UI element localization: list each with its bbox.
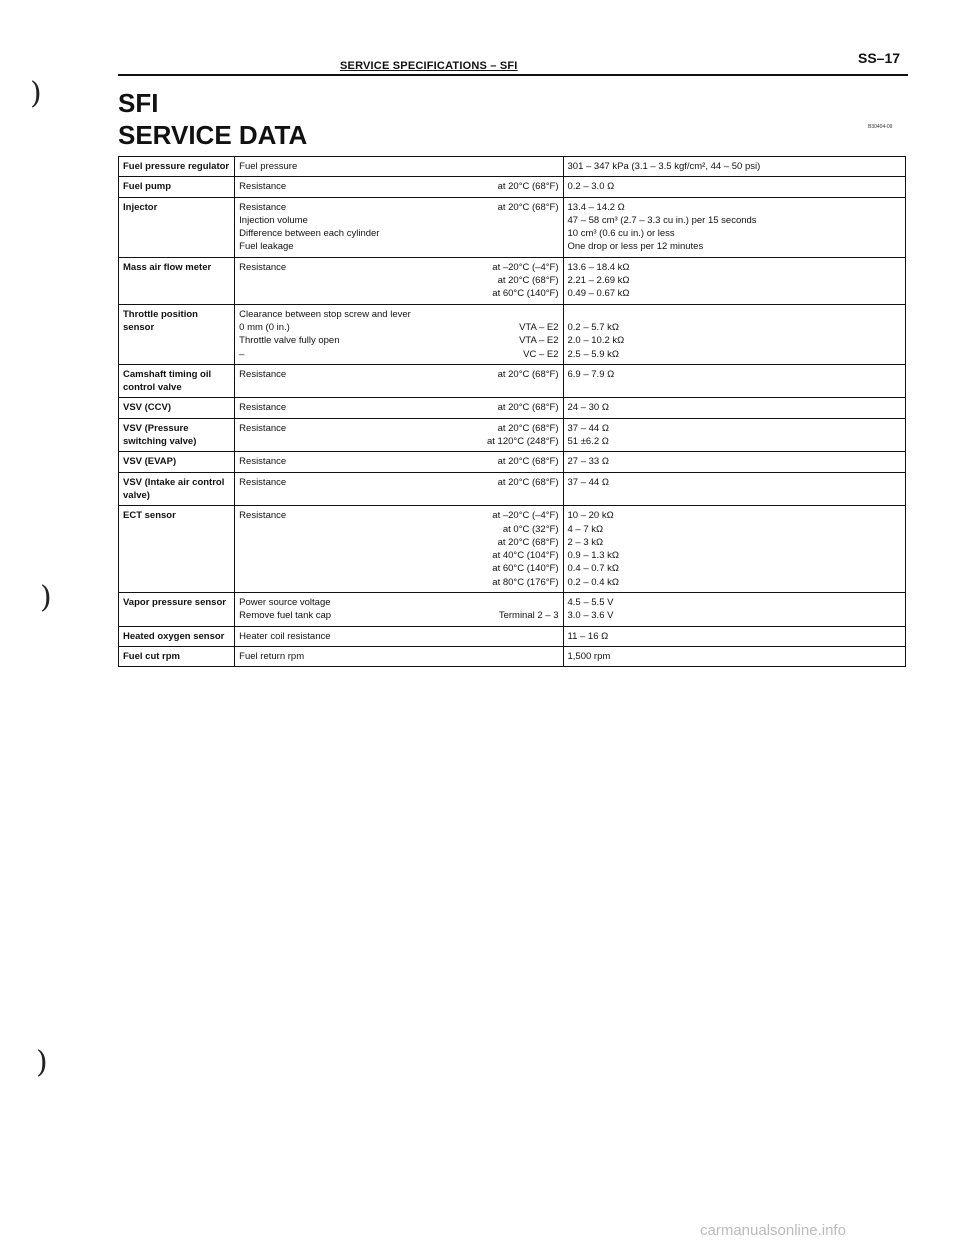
item-line [239,576,558,589]
item-cell [235,626,563,646]
item-label: Throttle valve fully open [239,335,340,347]
item-line [239,549,558,562]
table-row [119,177,906,197]
component-name: Throttle position sensor [119,304,235,364]
binding-mark-icon: ) [30,76,42,111]
item-condition: Terminal 2 – 3 [498,610,559,622]
item-cell [235,197,563,257]
spec-cell [563,506,906,593]
item-line [239,401,558,414]
component-name: Fuel pressure regulator [119,157,235,177]
item-label: – [239,348,245,360]
item-condition: at –20°C (–4°F) [492,261,559,273]
item-label: Resistance [239,476,287,488]
spec-value: 3.0 – 3.6 V [567,610,614,622]
item-condition: at 60°C (140°F) [492,288,559,300]
item-condition: VC – E2 [523,348,559,360]
item-cell [235,257,563,304]
binding-mark-icon: ) [40,580,52,615]
item-line [239,562,558,575]
spec-value: 13.4 – 14.2 Ω [567,201,625,213]
item-condition: at 40°C (104°F) [492,550,559,562]
table-row [119,257,906,304]
spec-value: 0.2 – 3.0 Ω [567,181,615,193]
spec-cell [563,452,906,472]
component-name: Mass air flow meter [119,257,235,304]
component-name: Camshaft timing oil control valve [119,364,235,398]
spec-value [568,308,902,321]
item-line [239,180,558,193]
item-condition: at 20°C (68°F) [497,456,559,468]
spec-value: 1,500 rpm [567,650,611,662]
table-row [119,472,906,506]
item-condition: VTA – E2 [519,321,559,333]
item-line [239,214,558,227]
spec-value: 10 cm³ (0.6 cu in.) or less [567,228,675,240]
page-subtitle: SERVICE DATA [118,120,308,150]
item-condition: at 20°C (68°F) [497,402,559,414]
item-line [239,308,558,321]
component-name: Fuel pump [119,177,235,197]
item-label: Fuel leakage [239,241,294,253]
item-condition: at 20°C (68°F) [497,476,559,488]
table-row [119,646,906,666]
page-title: SFI [118,88,159,118]
item-line [239,287,558,300]
binding-mark-icon: ) [36,1045,48,1080]
spec-value: 10 – 20 kΩ [567,510,614,522]
table-row [119,506,906,593]
watermark-footer: carmanualsonline.info [700,1222,846,1239]
item-cell [235,418,563,452]
item-condition: at 20°C (68°F) [497,536,559,548]
item-line [239,422,558,435]
item-condition: at 80°C (176°F) [492,576,559,588]
item-line [239,435,558,448]
item-line [239,368,558,381]
spec-value: 2 – 3 kΩ [567,536,604,548]
spec-cell [563,257,906,304]
item-line [239,476,558,489]
item-label: Heater coil resistance [239,630,331,642]
item-label: Resistance [239,402,287,414]
spec-value: 2.21 – 2.69 kΩ [567,275,630,287]
item-label: 0 mm (0 in.) [239,321,290,333]
spec-value: 11 – 16 Ω [567,630,609,642]
item-line [239,596,558,609]
spec-cell [563,593,906,627]
item-condition: at –20°C (–4°F) [492,510,559,522]
component-name: Heated oxygen sensor [119,626,235,646]
spec-value: 0.2 – 5.7 kΩ [567,321,619,333]
item-label: Remove fuel tank cap [239,610,332,622]
spec-cell [563,418,906,452]
item-line [239,274,558,287]
item-label: Resistance [239,181,287,193]
item-line [239,509,558,522]
item-label: Clearance between stop screw and lever [239,308,411,320]
item-label: Injection volume [239,214,308,226]
item-line [239,455,558,468]
item-label: Resistance [239,456,287,468]
item-line [239,334,558,347]
item-cell [235,646,563,666]
spec-cell [563,472,906,506]
item-cell [235,593,563,627]
spec-value: 0.49 – 0.67 kΩ [567,288,630,300]
spec-cell [563,304,906,364]
component-name: Fuel cut rpm [119,646,235,666]
item-cell [235,452,563,472]
item-label: Fuel pressure [239,161,298,172]
service-data-table [118,156,906,667]
document-code: B30404-09 [868,124,893,130]
item-line [239,261,558,274]
item-cell [235,506,563,593]
item-condition: at 120°C (248°F) [487,436,559,448]
item-line [239,240,558,253]
item-line [239,227,558,240]
item-condition: at 20°C (68°F) [497,201,559,213]
item-cell [235,304,563,364]
spec-value: 6.9 – 7.9 Ω [567,368,615,380]
item-condition: at 20°C (68°F) [497,275,559,287]
component-name: ECT sensor [119,506,235,593]
spec-value: 4.5 – 5.5 V [567,597,614,609]
spec-value: 24 – 30 Ω [567,402,609,414]
item-label: Fuel return rpm [239,650,305,662]
spec-value: 51 ±6.2 Ω [567,436,609,448]
table-row [119,452,906,472]
table-row [119,197,906,257]
item-line [239,609,558,622]
item-cell [235,472,563,506]
spec-value: 301 – 347 kPa (3.1 – 3.5 kgf/cm², 44 – 50 psi) [567,161,761,172]
page-number: SS–17 [858,50,901,66]
spec-cell [563,364,906,398]
table-row [119,418,906,452]
item-cell [235,364,563,398]
item-condition: at 60°C (140°F) [492,563,559,575]
item-condition: at 20°C (68°F) [497,422,559,434]
table-row [119,157,906,177]
table-row [119,304,906,364]
item-cell [235,398,563,418]
item-cell [235,177,563,197]
spec-value: 2.0 – 10.2 kΩ [567,335,625,347]
item-label: Resistance [239,368,287,380]
item-condition: at 0°C (32°F) [502,523,559,535]
item-line [239,536,558,549]
table-row [119,593,906,627]
table-row [119,398,906,418]
item-label: Difference between each cylinder [239,228,380,240]
item-line [239,201,558,214]
component-name: VSV (Pressure switching valve) [119,418,235,452]
component-name: Injector [119,197,235,257]
spec-cell [563,646,906,666]
spec-value: 4 – 7 kΩ [567,523,604,535]
component-name: VSV (CCV) [119,398,235,418]
section-header: SERVICE SPECIFICATIONS – SFI [340,60,518,72]
spec-value: 13.6 – 18.4 kΩ [567,261,630,273]
spec-value: One drop or less per 12 minutes [567,241,704,253]
item-line [239,321,558,334]
spec-value: 37 – 44 Ω [567,476,609,488]
item-condition: at 20°C (68°F) [497,368,559,380]
spec-value: 47 – 58 cm³ (2.7 – 3.3 cu in.) per 15 seconds [567,214,757,226]
spec-value: 37 – 44 Ω [567,422,609,434]
spec-cell [563,398,906,418]
spec-cell [563,197,906,257]
component-name: Vapor pressure sensor [119,593,235,627]
item-line [239,650,558,663]
spec-cell [563,157,906,177]
spec-value: 2.5 – 5.9 kΩ [567,348,619,360]
item-label: Resistance [239,201,287,213]
table-row [119,626,906,646]
item-label: Resistance [239,261,287,273]
item-line [239,630,558,643]
service-data-body [119,157,906,667]
item-label: Power source voltage [239,597,331,609]
spec-cell [563,177,906,197]
item-condition: at 20°C (68°F) [497,181,559,193]
spec-value: 27 – 33 Ω [567,456,609,468]
item-cell [235,157,563,177]
spec-value: 0.2 – 0.4 kΩ [567,576,619,588]
table-row [119,364,906,398]
item-condition: VTA – E2 [519,335,559,347]
item-label: Resistance [239,422,287,434]
header-divider [118,74,908,76]
item-line [239,348,558,361]
item-label: Resistance [239,510,287,522]
spec-value: 0.9 – 1.3 kΩ [567,550,619,562]
item-line [239,160,558,173]
spec-value: 0.4 – 0.7 kΩ [567,563,619,575]
component-name: VSV (Intake air control valve) [119,472,235,506]
item-line [239,523,558,536]
spec-cell [563,626,906,646]
component-name: VSV (EVAP) [119,452,235,472]
